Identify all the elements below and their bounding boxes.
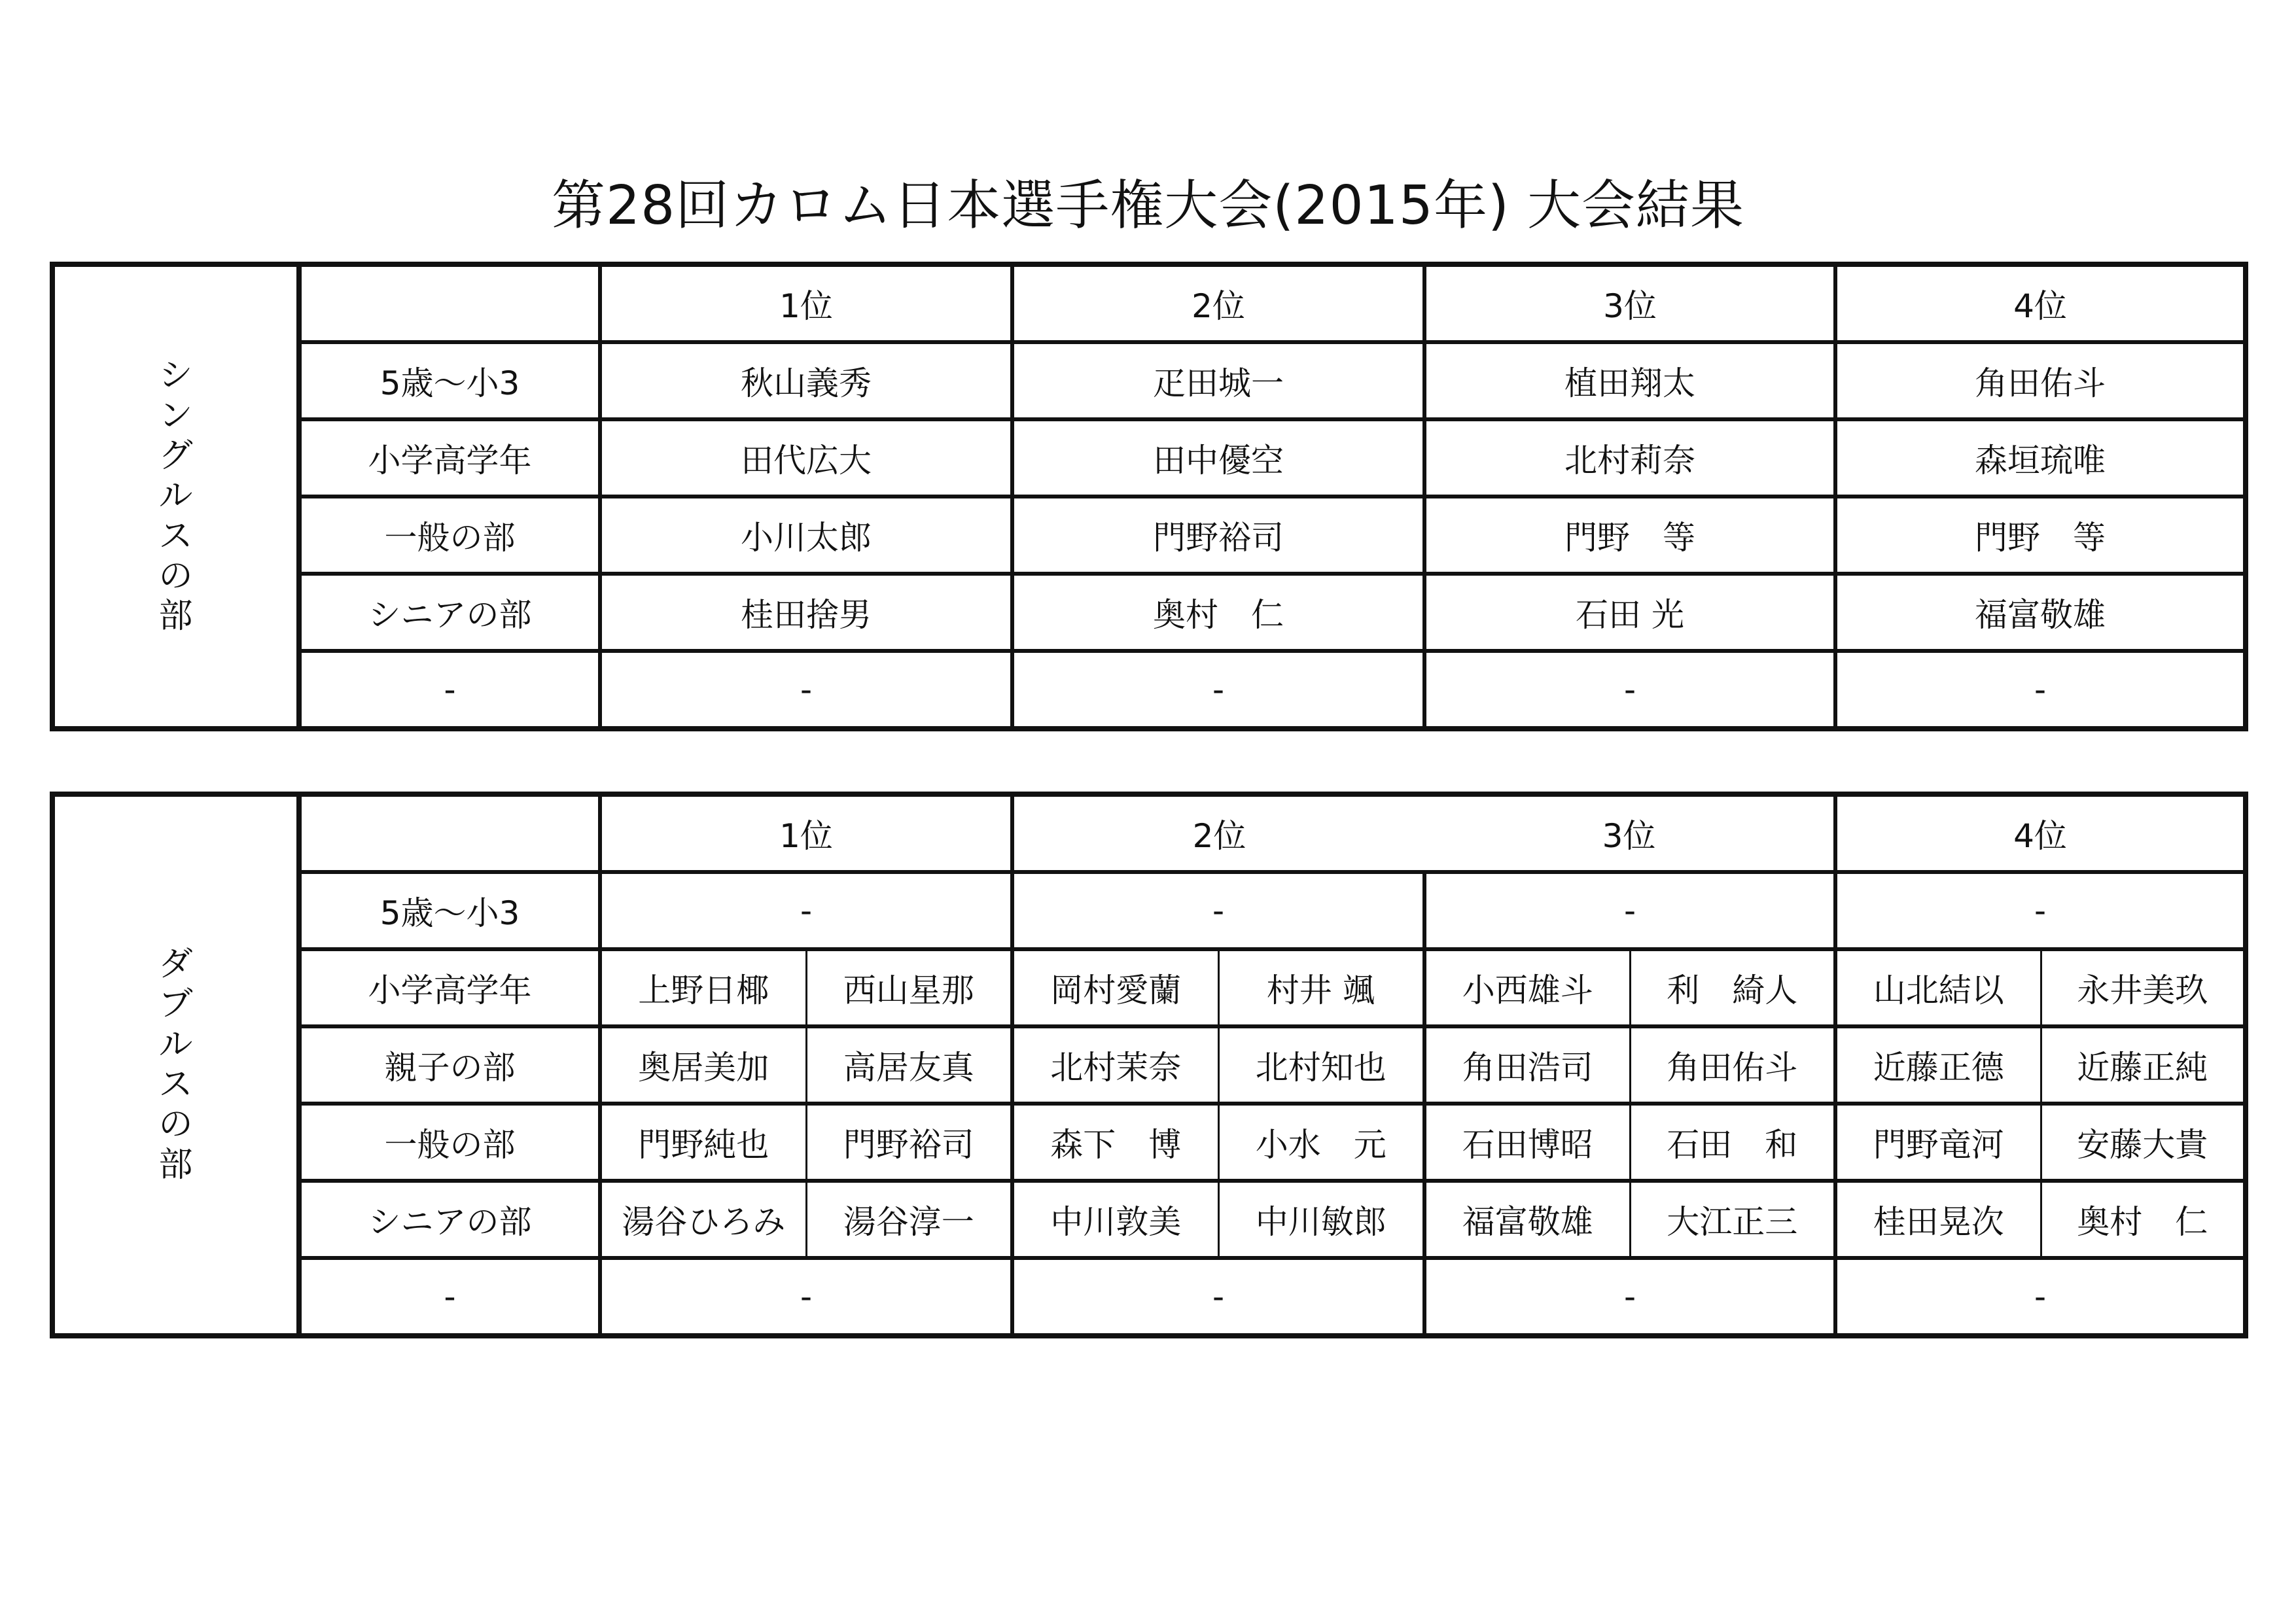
result-cell: 田中優空 (1012, 419, 1424, 497)
table-row (52, 419, 2246, 497)
player-cell: 北村茉奈 (1012, 1026, 1218, 1104)
result-cell: 植田翔太 (1424, 342, 1835, 419)
table-row (52, 1258, 2246, 1336)
header-blank-cell (299, 794, 600, 872)
player-cell: 北村知也 (1218, 1026, 1424, 1104)
category-cell: 5歳～小3 (299, 872, 600, 949)
result-cell: - (1012, 1258, 1424, 1336)
table-row (52, 574, 2246, 651)
player-cell: 小西雄斗 (1424, 949, 1630, 1026)
table-row (52, 651, 2246, 729)
table-row (52, 342, 2246, 419)
result-cell: 角田佑斗 (1835, 342, 2246, 419)
table-row (52, 497, 2246, 574)
singles-section-label: シ ン グ ル ス の 部 (52, 264, 299, 729)
result-cell: 門野 等 (1835, 497, 2246, 574)
result-cell: 北村莉奈 (1424, 419, 1835, 497)
player-cell: 西山星那 (806, 949, 1012, 1026)
result-cell: - (600, 872, 1012, 949)
table-row (52, 1104, 2246, 1181)
category-cell: - (299, 1258, 600, 1336)
result-cell: - (1835, 651, 2246, 729)
result-cell: 奥村 仁 (1012, 574, 1424, 651)
table-row (52, 1026, 2246, 1104)
singles-results-table (50, 262, 2248, 731)
result-cell: - (600, 1258, 1012, 1336)
result-cell: 小川太郎 (600, 497, 1012, 574)
result-cell: - (1835, 872, 2246, 949)
rank-2-header: 2位 (1012, 264, 1424, 342)
player-cell: 門野純也 (600, 1104, 806, 1181)
category-cell: シニアの部 (299, 574, 600, 651)
player-cell: 門野竜河 (1835, 1104, 2041, 1181)
doubles-header-row (52, 794, 2246, 872)
player-cell: 近藤正德 (1835, 1026, 2041, 1104)
player-cell: 角田佑斗 (1630, 1026, 1835, 1104)
category-cell: 親子の部 (299, 1026, 600, 1104)
page-title: 第28回カロム日本選手権大会(2015年) 大会結果 (551, 175, 1745, 237)
player-cell: 高居友真 (806, 1026, 1012, 1104)
singles-header-row (52, 264, 2246, 342)
player-cell: 近藤正純 (2041, 1026, 2246, 1104)
result-cell: 秋山義秀 (600, 342, 1012, 419)
player-cell: 中川敏郎 (1218, 1181, 1424, 1258)
header-blank-cell (299, 264, 600, 342)
category-cell: 一般の部 (299, 497, 600, 574)
category-cell: シニアの部 (299, 1181, 600, 1258)
result-cell: - (600, 651, 1012, 729)
rank-2-header: 2位 (1012, 794, 1424, 872)
rank-4-header: 4位 (1835, 264, 2246, 342)
rank-3-header: 3位 (1424, 794, 1835, 872)
player-cell: 中川敦美 (1012, 1181, 1218, 1258)
result-cell: 桂田捨男 (600, 574, 1012, 651)
player-cell: 湯谷ひろみ (600, 1181, 806, 1258)
result-cell: - (1424, 1258, 1835, 1336)
player-cell: 奥村 仁 (2041, 1181, 2246, 1258)
player-cell: 角田浩司 (1424, 1026, 1630, 1104)
rank-4-header: 4位 (1835, 794, 2246, 872)
category-cell: 5歳～小3 (299, 342, 600, 419)
table-row (52, 1181, 2246, 1258)
player-cell: 門野裕司 (806, 1104, 1012, 1181)
rank-3-header: 3位 (1424, 264, 1835, 342)
doubles-section-label: ダ ブ ル ス の 部 (52, 794, 299, 1336)
doubles-results-table (50, 792, 2248, 1338)
result-cell: - (1012, 651, 1424, 729)
player-cell: 小水 元 (1218, 1104, 1424, 1181)
player-cell: 利 綺人 (1630, 949, 1835, 1026)
result-cell: 門野裕司 (1012, 497, 1424, 574)
rank-1-header: 1位 (600, 264, 1012, 342)
player-cell: 森下 博 (1012, 1104, 1218, 1181)
category-cell: 一般の部 (299, 1104, 600, 1181)
player-cell: 福富敬雄 (1424, 1181, 1630, 1258)
result-cell: - (1012, 872, 1424, 949)
player-cell: 岡村愛蘭 (1012, 949, 1218, 1026)
result-cell: 門野 等 (1424, 497, 1835, 574)
result-cell: 福富敬雄 (1835, 574, 2246, 651)
category-cell: 小学高学年 (299, 419, 600, 497)
table-row (52, 949, 2246, 1026)
result-cell: - (1424, 872, 1835, 949)
player-cell: 安藤大貴 (2041, 1104, 2246, 1181)
player-cell: 石田 和 (1630, 1104, 1835, 1181)
player-cell: 村井 颯 (1218, 949, 1424, 1026)
player-cell: 永井美玖 (2041, 949, 2246, 1026)
rank-1-header: 1位 (600, 794, 1012, 872)
result-cell: 石田 光 (1424, 574, 1835, 651)
player-cell: 奥居美加 (600, 1026, 806, 1104)
result-cell: - (1835, 1258, 2246, 1336)
player-cell: 山北結以 (1835, 949, 2041, 1026)
category-cell: - (299, 651, 600, 729)
player-cell: 桂田晃次 (1835, 1181, 2041, 1258)
table-row (52, 872, 2246, 949)
category-cell: 小学高学年 (299, 949, 600, 1026)
player-cell: 石田博昭 (1424, 1104, 1630, 1181)
player-cell: 上野日椰 (600, 949, 806, 1026)
result-cell: 田代広大 (600, 419, 1012, 497)
result-cell: 疋田城一 (1012, 342, 1424, 419)
result-cell: - (1424, 651, 1835, 729)
result-cell: 森垣琉唯 (1835, 419, 2246, 497)
player-cell: 大江正三 (1630, 1181, 1835, 1258)
player-cell: 湯谷淳一 (806, 1181, 1012, 1258)
